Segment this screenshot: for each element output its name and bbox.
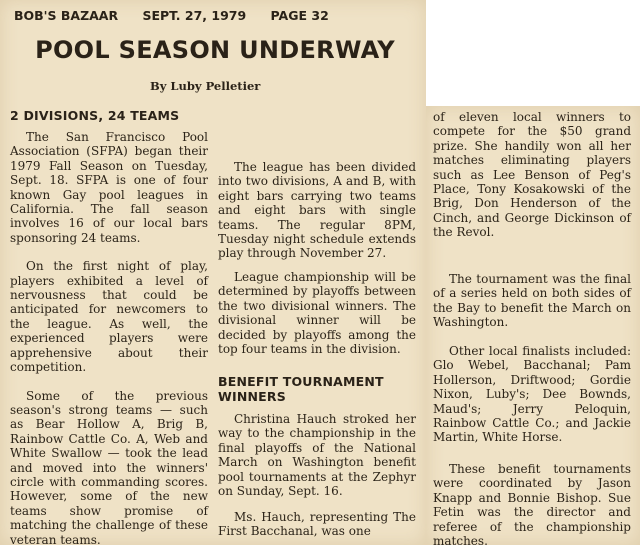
paragraph: Christina Hauch stroked her way to the championship in the final playoffs of the National March on Washington benefit pool tournaments at the Zephyr on Sunday, Sept. 16. [218,412,416,499]
publication-name: BOB'S BAZAAR [14,8,119,23]
paragraph: These benefit tournaments were coordinated by Jason Knapp and Bonnie Bishop. Sue Fetin was the director and referee of the championship matches. [433,462,631,548]
paragraph: League championship will be determined by playoffs between the two divisional winners. The divisional winner will be decided by playoffs among the top four teams in the division. [218,270,416,357]
subhead-benefit: BENEFIT TOURNAMENT WINNERS [218,374,384,404]
paragraph: Other local finalists included: Glo Webel, Bacchanal; Pam Hollerson, Driftwood; Gordie Nixon, Luby's; Dee Bownds, Maud's; Jerry Peloquin, Rainbow Cattle Co.; and Jackie Martin, White Horse. [433,344,631,445]
paragraph: On the first night of play, players exhibited a level of nervousness that could be anticipated for newcomers to the league. As well, the experienced players were apprehensive about their competition. [10,259,208,375]
paragraph: Some of the previous season's strong teams — such as Bear Hollow A, Brig B, Rainbow Cattle Co. A, Web and White Swallow — took the lead and moved into the winners' circle with commanding scores. However, some of the new teams show promise of matching the challenge of these veteran teams. [10,388,208,547]
paragraph: The San Francisco Pool Association (SFPA) began their 1979 Fall Season on Tuesday, Sept. 18. SFPA is one of four known Gay pool leagues in California. The fall season involves 16 of our local bars sponsoring 24 teams. [10,130,208,245]
page-number: PAGE 32 [270,8,329,23]
paragraph: The league has been divided into two divisions, A and B, with eight bars carrying two teams and eight bars with single teams. The regular 8PM, Tuesday night schedule extends play through November 27. [218,160,416,261]
paragraph: Ms. Hauch, representing The First Bacchanal, was one [218,510,416,539]
paragraph: of eleven local winners to compete for the $50 grand prize. She handily won all her matches eliminating players such as Lee Benson of Peg's Place, Tony Kosakowski of the Brig, Don Henderson of the Cinch, and George Dickinson of the Revol. [433,110,631,240]
paragraph: The tournament was the final of a series held on both sides of the Bay to benefit the March on Washington. [433,272,631,330]
subhead-divisions: 2 DIVISIONS, 24 TEAMS [10,108,180,123]
issue-date: SEPT. 27, 1979 [142,8,247,23]
masthead [14,8,414,23]
column-1 [10,130,208,547]
headline: POOL SEASON UNDERWAY [35,36,395,64]
benefit-section [218,374,416,498]
byline: By Luby Pelletier [150,79,261,93]
